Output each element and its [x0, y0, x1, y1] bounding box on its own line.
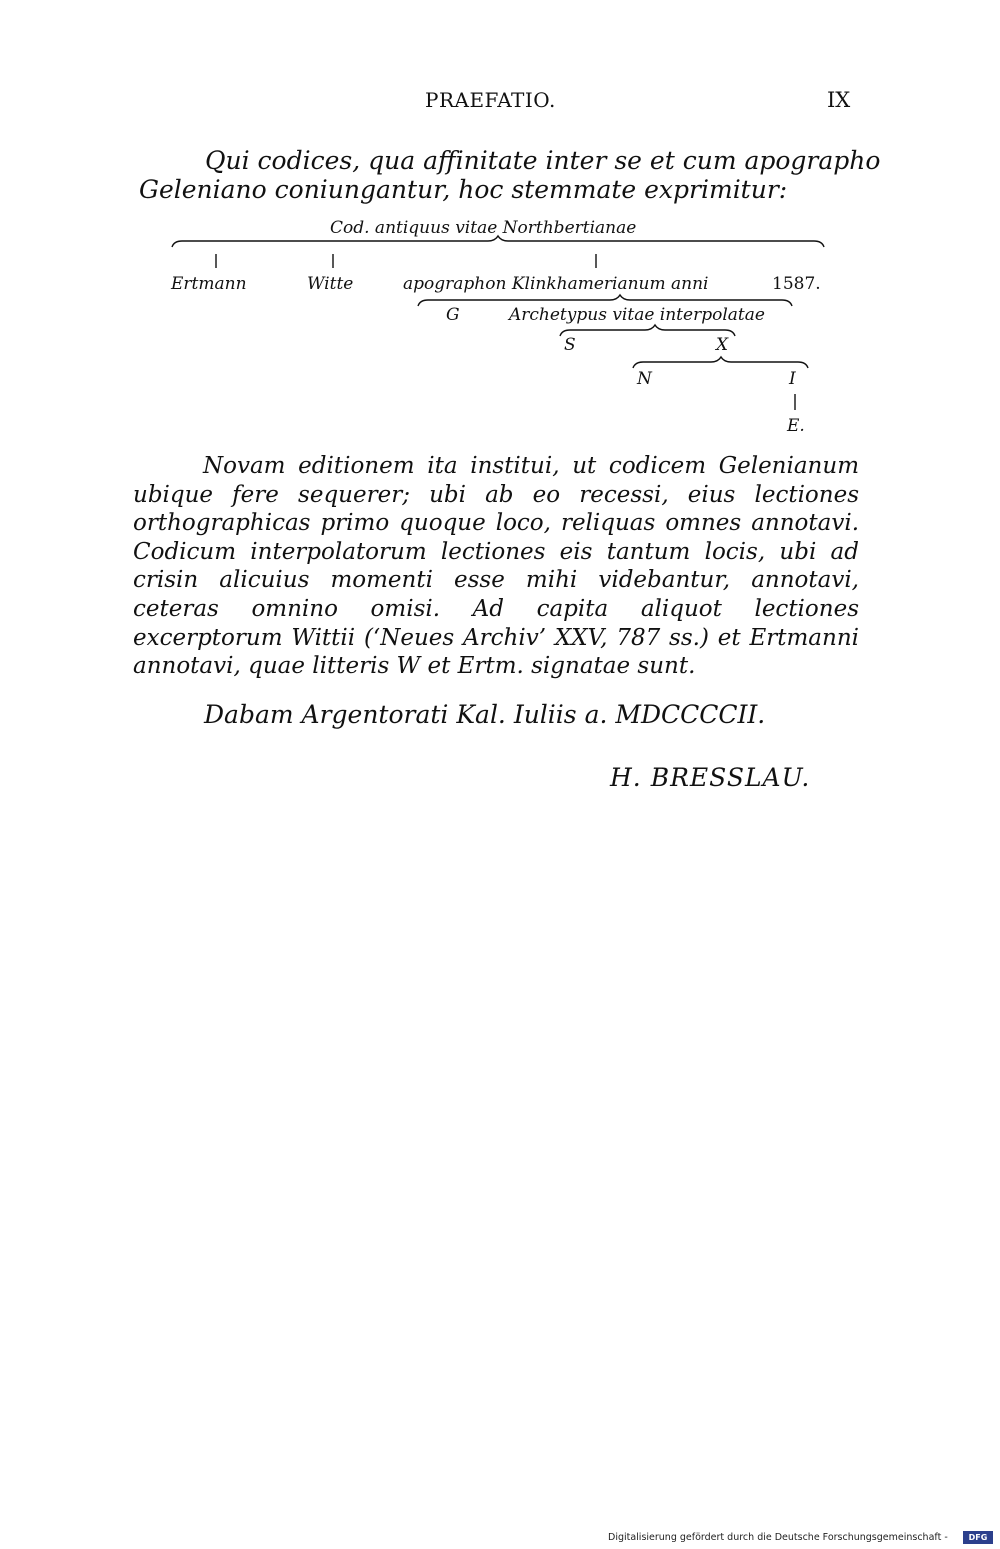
- intro-line-2: Geleniano coniungantur, hoc stemmate exprimitur:: [139, 175, 788, 204]
- stemma-node-witte: Witte: [307, 274, 354, 294]
- stemma-node-apographon: apographon Klinkhamerianum anni: [403, 274, 709, 294]
- stemma-root-label: Cod. antiquus vitae Northbertianae: [330, 218, 637, 238]
- stemma-brace-x: [633, 357, 808, 368]
- stemma-node-archetypus: Archetypus vitae interpolatae: [509, 305, 765, 325]
- dfg-logo: DFG: [963, 1531, 993, 1544]
- body-paragraph: [133, 452, 859, 681]
- stemma-brace-archetypus: [560, 325, 735, 336]
- stemma-node-ertmann: Ertmann: [171, 274, 247, 294]
- stemma-node-i: I: [789, 369, 796, 389]
- intro-line-1: Qui codices, qua affinitate inter se et cum apographo: [205, 146, 881, 175]
- stemma-node-g: G: [446, 305, 460, 325]
- signature: H. BRESSLAU.: [610, 763, 811, 792]
- stemma-node-x: X: [716, 335, 729, 355]
- page-number: IX: [827, 88, 851, 112]
- body-paragraph-text: Novam editionem ita institui, ut codicem Gelenianum ubique fere sequerer; ubi ab eo recessi, eius lectiones orthographicas primo quoque loco, reliquas omnes annotavi. Codicum interpolatorum lectiones eis tantum locis, ubi ad crisin alicuius momenti esse mihi videbantur, annotavi, ceteras omnino omisi. Ad capita aliquot lectiones excerptorum Wittii (‘Neues Archiv’ XXV, 787 ss.) et Ertmanni annotavi, quae litteris W et Ertm. signatae sunt.: [133, 453, 859, 680]
- digitization-credit: Digitalisierung gefördert durch die Deutsche Forschungsgemeinschaft -: [608, 1532, 948, 1543]
- dateline: Dabam Argentorati Kal. Iuliis a. MDCCCCII.: [204, 700, 766, 729]
- running-header-title: PRAEFATIO.: [425, 88, 556, 112]
- stemma-node-e: E.: [787, 416, 805, 436]
- stemma-node-s: S: [564, 335, 576, 355]
- stemma-diagram: [0, 0, 1000, 460]
- stemma-node-year: 1587.: [772, 274, 821, 294]
- stemma-node-n: N: [637, 369, 652, 389]
